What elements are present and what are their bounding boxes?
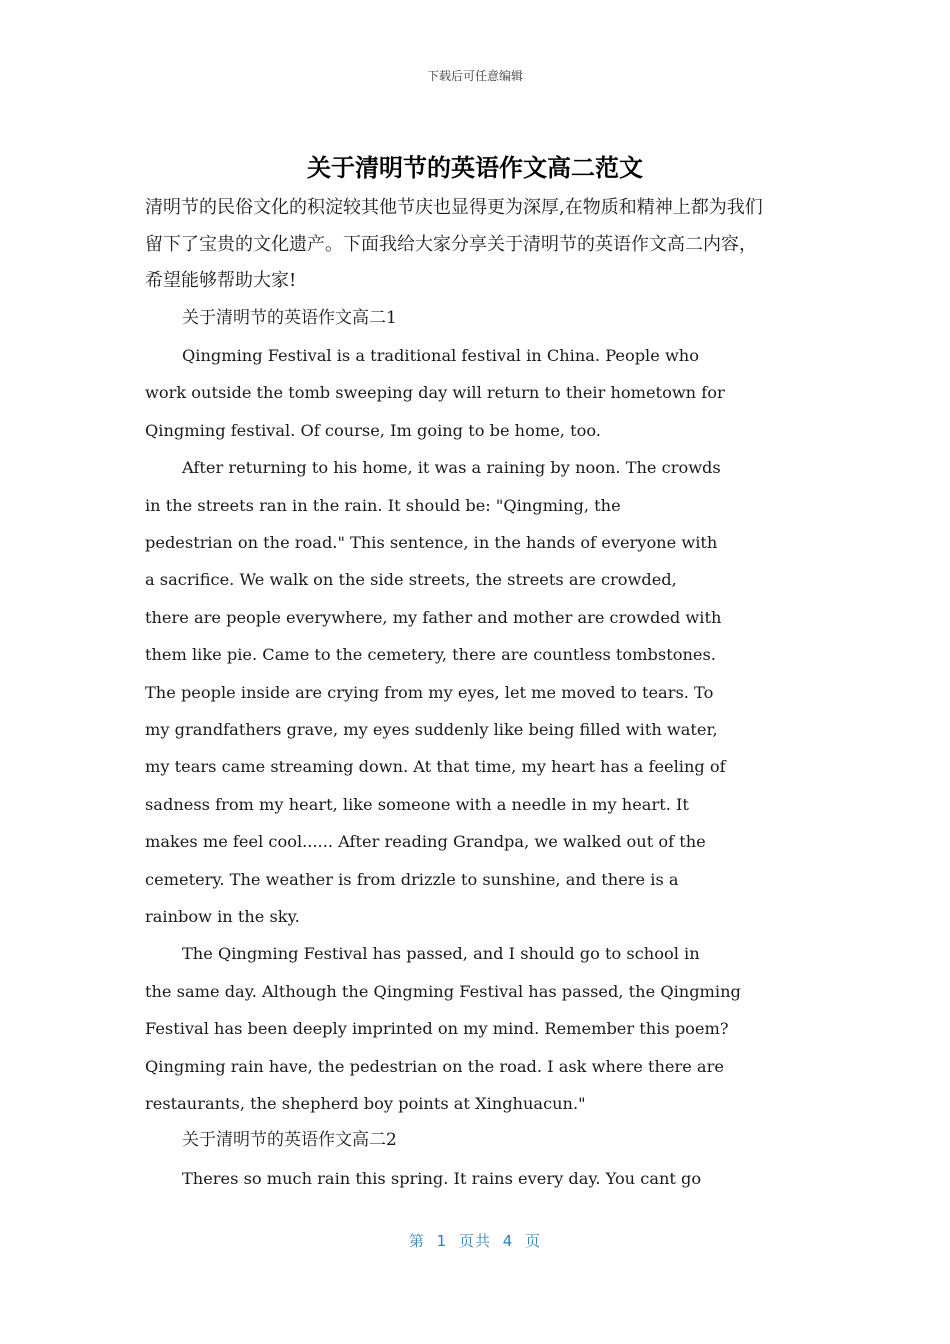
- document-title: 关于清明节的英语作文高二范文: [307, 154, 643, 182]
- text-line: After returning to his home, it was a raining by noon. The crowds: [182, 458, 721, 478]
- text-line: restaurants, the shepherd boy points at Xinghuacun.": [145, 1094, 586, 1114]
- text-line: Festival has been deeply imprinted on my mind. Remember this poem?: [145, 1019, 729, 1039]
- text-line: 留下了宝贵的文化遗产。下面我给大家分享关于清明节的英语作文高二内容，: [145, 233, 757, 255]
- text-line: there are people everywhere, my father and mother are crowded with: [145, 607, 722, 627]
- text-line: Qingming rain have, the pedestrian on the road. I ask where there are: [145, 1056, 724, 1076]
- text-line: Qingming festival. Of course, Im going to be home, too.: [145, 420, 601, 440]
- text-line: makes me feel cool...... After reading Grandpa, we walked out of the: [145, 832, 706, 852]
- text-line: cemetery. The weather is from drizzle to sunshine, and there is a: [145, 869, 679, 889]
- header-note: 下载后可任意编辑: [426, 69, 523, 83]
- text-line: The Qingming Festival has passed, and I should go to school in: [182, 944, 700, 964]
- text-line: work outside the tomb sweeping day will return to their hometown for: [145, 383, 725, 403]
- section-heading: 关于清明节的英语作文高二2: [182, 1130, 397, 1151]
- text-line: the same day. Although the Qingming Festival has passed, the Qingming: [145, 981, 741, 1001]
- text-line: a sacrifice. We walk on the side streets, the streets are crowded,: [145, 570, 677, 590]
- text-line: Qingming Festival is a traditional festival in China. People who: [182, 345, 699, 365]
- text-line: in the streets ran in the rain. It should be: "Qingming, the: [145, 495, 621, 515]
- text-line: rainbow in the sky.: [145, 907, 300, 926]
- text-line: Theres so much rain this spring. It rains every day. You cant go: [182, 1168, 702, 1188]
- page-footer: 第 1 页共 4 页: [408, 1232, 542, 1250]
- document-body: [145, 190, 810, 1197]
- text-line: sadness from my heart, like someone with a needle in my heart. It: [145, 794, 689, 814]
- text-line: pedestrian on the road." This sentence, in the hands of everyone with: [145, 532, 718, 552]
- text-line: my tears came streaming down. At that time, my heart has a feeling of: [145, 757, 726, 777]
- text-line: my grandfathers grave, my eyes suddenly like being filled with water,: [145, 719, 718, 739]
- text-line: 清明节的民俗文化的积淀较其他节庆也显得更为深厚,在物质和精神上都为我们: [145, 197, 763, 218]
- section-heading: 关于清明节的英语作文高二1: [182, 307, 397, 328]
- text-line: 希望能够帮助大家!: [145, 270, 297, 291]
- text-line: The people inside are crying from my eyes, let me moved to tears. To: [145, 682, 714, 702]
- text-line: them like pie. Came to the cemetery, there are countless tombstones.: [145, 645, 716, 665]
